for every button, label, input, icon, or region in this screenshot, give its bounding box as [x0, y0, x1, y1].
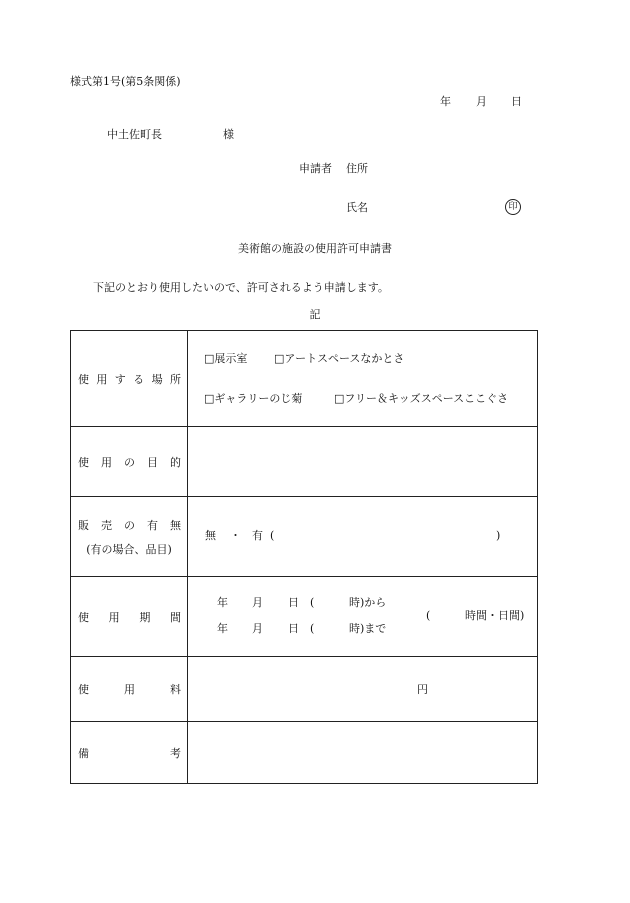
purpose-label-cell	[71, 427, 188, 497]
date-day-label: 日	[511, 95, 522, 108]
sales-yes[interactable]: 有	[252, 529, 263, 542]
period-from-suffix: 時)から	[349, 596, 387, 609]
place-row	[71, 331, 538, 427]
option-free-kids-space[interactable]: □フリー＆キッズスペースここぐさ	[334, 392, 509, 405]
sales-row	[71, 497, 538, 577]
sales-field-cell	[188, 497, 538, 577]
option-art-space[interactable]: □アートスペースなかとさ	[274, 352, 405, 365]
option-exhibition-room[interactable]: □展示室	[204, 352, 248, 365]
sales-label-cell	[71, 497, 188, 577]
date-year-label: 年	[440, 95, 451, 108]
period-duration-paren: (	[426, 609, 431, 622]
place-label-cell	[71, 331, 188, 427]
remarks-label-cell	[71, 722, 188, 784]
document-title: 美術館の施設の使用許可申請書	[238, 242, 392, 255]
purpose-row	[71, 427, 538, 497]
fee-label-cell	[71, 657, 188, 722]
name-label: 氏名	[346, 201, 368, 214]
period-from-day: 日	[288, 596, 299, 609]
purpose-label: 使 用 の 目 的	[78, 455, 181, 469]
fee-row	[71, 657, 538, 722]
period-from-year: 年	[217, 596, 228, 609]
place-options-cell	[188, 331, 538, 427]
sales-label: 販 売 の 有 無	[78, 518, 181, 532]
seal-mark: 印	[505, 199, 521, 215]
period-label: 使 用 期 間	[78, 610, 181, 624]
address-label: 住所	[346, 162, 368, 175]
addressee: 中土佐町長	[107, 128, 162, 141]
period-field-cell	[188, 577, 538, 657]
sales-separator: ・	[230, 529, 241, 542]
addressee-honorific: 様	[223, 128, 234, 141]
application-table	[70, 330, 538, 784]
period-to-suffix: 時)まで	[349, 622, 387, 635]
option-gallery[interactable]: □ギャラリーのじ菊	[204, 392, 303, 405]
fee-unit: 円	[417, 683, 428, 696]
remarks-field[interactable]	[188, 722, 538, 784]
period-to-year: 年	[217, 622, 228, 635]
period-to-month: 月	[252, 622, 263, 635]
ki-label: 記	[309, 308, 321, 321]
period-from-paren: (	[310, 596, 315, 609]
intro-text: 下記のとおり使用したいので、許可されるよう申請します。	[93, 281, 389, 294]
sales-sub-label: (有の場合、品目)	[86, 542, 172, 556]
period-row	[71, 577, 538, 657]
sales-none[interactable]: 無	[205, 529, 216, 542]
fee-field-cell[interactable]	[188, 657, 538, 722]
sales-paren-close: )	[496, 529, 501, 542]
date-month-label: 月	[476, 95, 487, 108]
fee-label: 使 用 料	[78, 683, 181, 696]
form-number: 様式第1号(第5条関係)	[70, 75, 181, 88]
applicant-label: 申請者	[299, 162, 332, 175]
remarks-label: 備 考	[78, 746, 181, 760]
place-label: 使 用 す る 場 所	[78, 372, 181, 386]
period-label-cell	[71, 577, 188, 657]
period-to-day: 日	[288, 622, 299, 635]
purpose-field[interactable]	[188, 427, 538, 497]
sales-paren-open: (	[270, 529, 275, 542]
remarks-row	[71, 722, 538, 784]
period-duration-suffix: 時間・日間)	[465, 609, 525, 622]
period-from-month: 月	[252, 596, 263, 609]
period-to-paren: (	[310, 622, 315, 635]
